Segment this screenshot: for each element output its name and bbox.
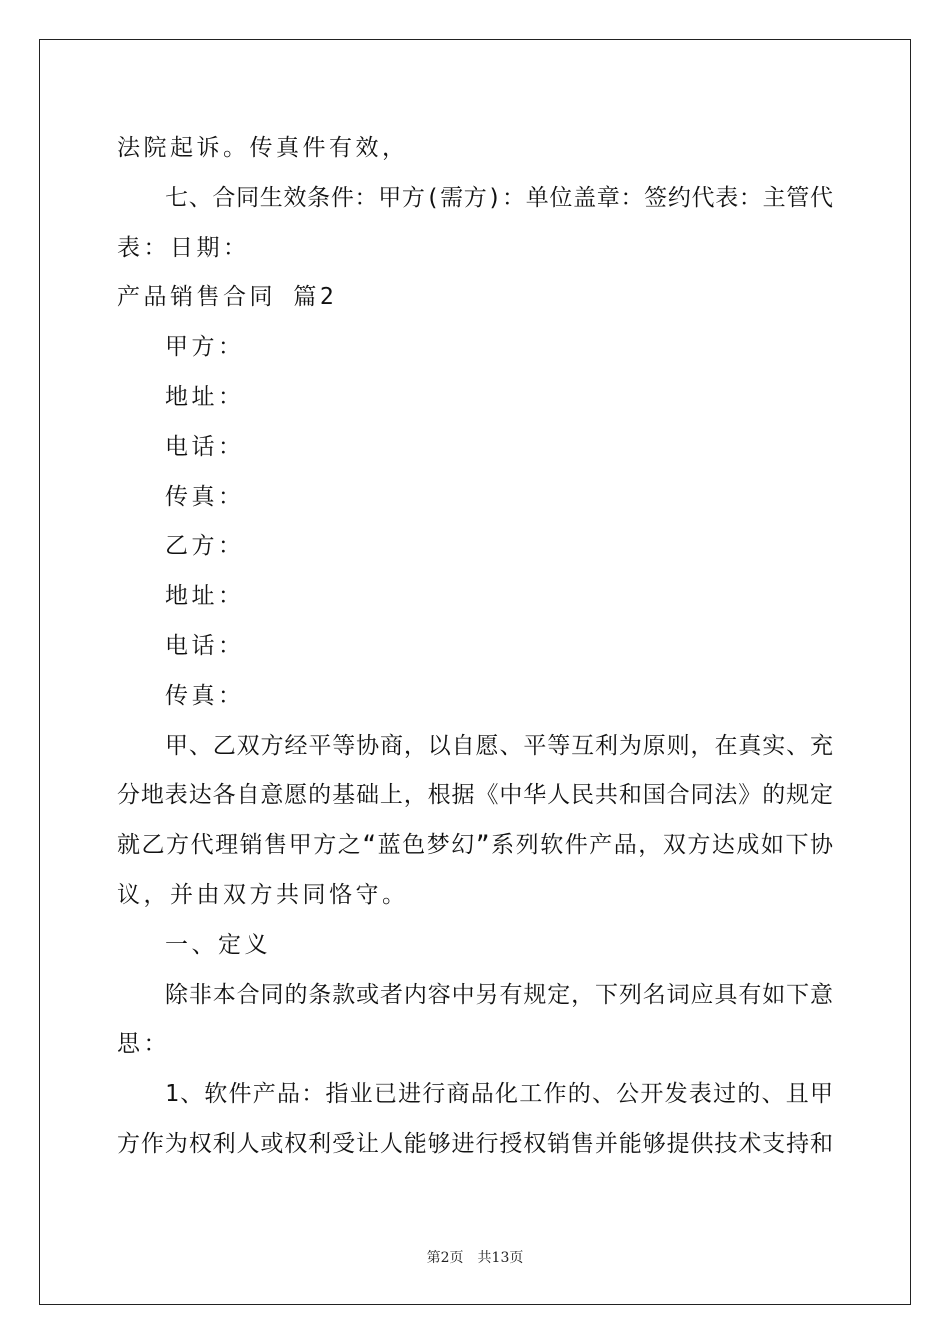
paragraph-line: 表：日期： [117, 234, 250, 261]
paragraph-line: 甲、乙双方经平等协商，以自愿、平等互利为原则，在真实、充 [165, 732, 833, 759]
paragraph-line: 思： [117, 1031, 170, 1058]
section-heading: 一、定义 [165, 931, 271, 958]
paragraph-line: 法院起诉。传真件有效， [117, 135, 409, 161]
field-label-phone: 电话： [165, 433, 245, 460]
field-label-party-a: 甲方： [165, 334, 245, 361]
field-label-address: 地址： [165, 583, 245, 610]
field-label-fax: 传真： [165, 682, 245, 709]
paragraph-line: 分地表达各自意愿的基础上，根据《中华人民共和国合同法》的规定 [117, 782, 833, 809]
field-label-address: 地址： [165, 383, 245, 410]
paragraph-line: 就乙方代理销售甲方之“蓝色梦幻”系列软件产品，双方达成如下协 [117, 832, 833, 859]
page-number: 第2页 [426, 1250, 464, 1266]
field-label-party-b: 乙方： [165, 533, 245, 560]
page-footer [0, 1247, 950, 1267]
paragraph-line: 1、软件产品：指业已进行商品化工作的、公开发表过的、且甲 [165, 1081, 833, 1108]
page-total: 共13页 [477, 1250, 524, 1266]
field-label-fax: 传真： [165, 483, 245, 510]
paragraph-line: 方作为权利人或权利受让人能够进行授权销售并能够提供技术支持和 [117, 1130, 833, 1157]
field-label-phone: 电话： [165, 632, 245, 659]
paragraph-line: 七、合同生效条件：甲方(需方)：单位盖章：签约代表：主管代 [165, 184, 833, 211]
document-body [117, 124, 833, 1170]
paragraph-line: 议，并由双方共同恪守。 [117, 881, 409, 908]
paragraph-line: 除非本合同的条款或者内容中另有规定，下列名词应具有如下意 [165, 981, 833, 1008]
section-heading: 产品销售合同 篇2 [117, 284, 338, 311]
